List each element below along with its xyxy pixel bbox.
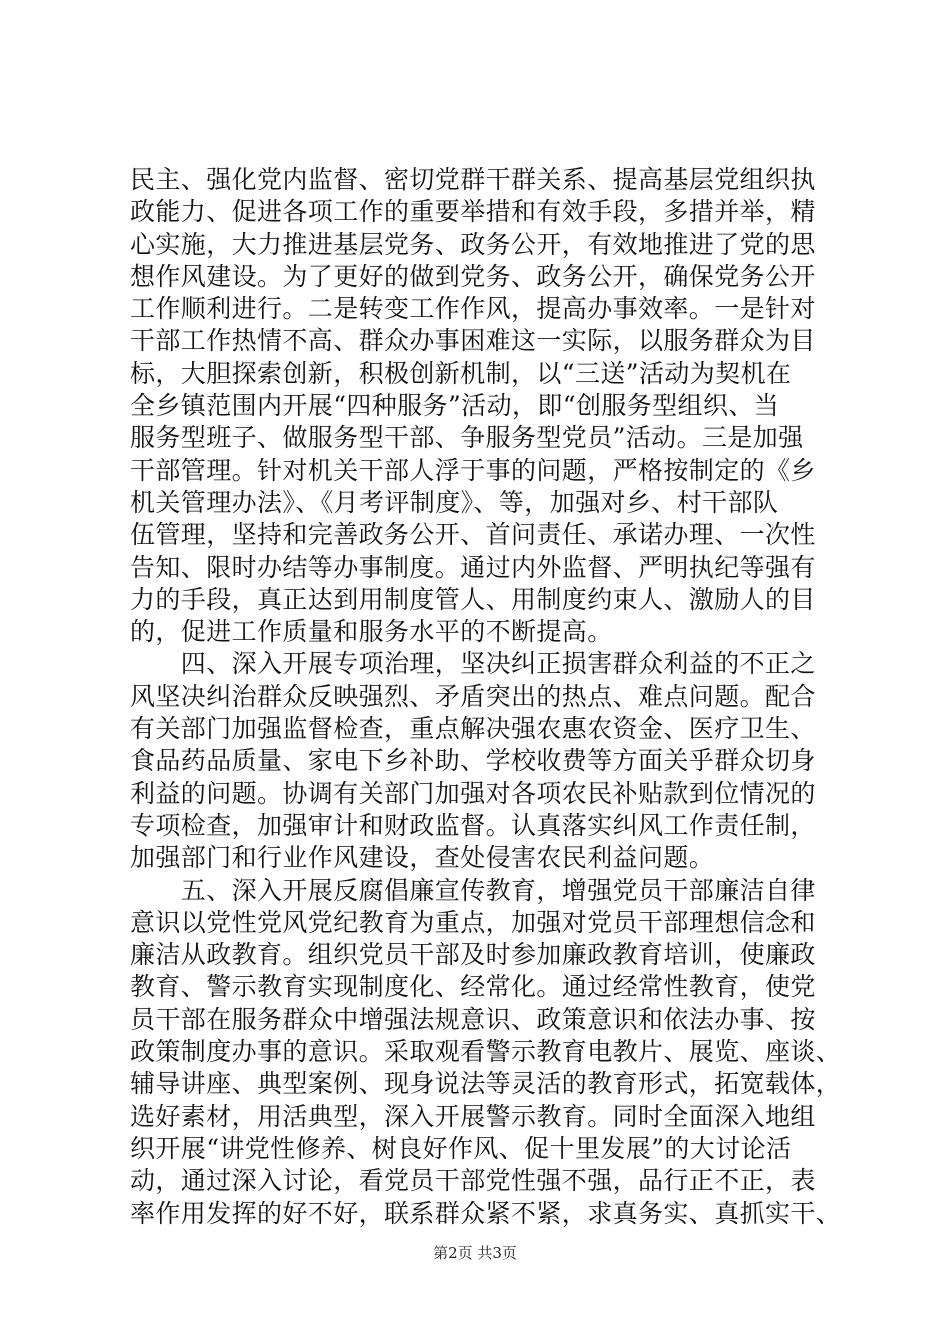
text-line: 标，大胆探索创新，积极创新机制，以“三送”活动为契机在 bbox=[130, 358, 792, 388]
text-line: 廉洁从政教育。组织党员干部及时参加廉政教育培训，使廉政 bbox=[130, 940, 816, 970]
text-line: 员干部在服务群众中增强法规意识、政策意识和依法办事、按 bbox=[130, 1004, 816, 1034]
text-line: 有关部门加强监督检查，重点解决强农惠农资金、医疗卫生、 bbox=[130, 714, 816, 744]
text-line: 机关管理办法》、《月考评制度》、等，加强对乡、村干部队 bbox=[130, 487, 779, 517]
text-line: 告知、限时办结等办事制度。通过内外监督、严明执纪等强有 bbox=[130, 552, 816, 582]
text-line: 利益的问题。协调有关部门加强对各项农民补贴款到位情况的 bbox=[130, 778, 816, 808]
text-line: 选好素材，用活典型，深入开展警示教育。同时全面深入地组 bbox=[130, 1101, 816, 1131]
text-line: 政策制度办事的意识。采取观看警示教育电教片、展览、座谈、 bbox=[130, 1037, 842, 1067]
text-line: 民主、强化党内监督、密切党群干群关系、提高基层党组织执 bbox=[130, 165, 816, 194]
text-line: 干部管理。针对机关干部人浮于事的问题，严格按制定的《乡 bbox=[130, 455, 816, 485]
text-line: 政能力、促进各项工作的重要举措和有效手段，多措并举，精 bbox=[130, 197, 816, 227]
text-line: 力的手段，真正达到用制度管人、用制度约束人、激励人的目 bbox=[130, 584, 816, 614]
text-line: 伍管理，坚持和完善政务公开、首问责任、承诺办理、一次性 bbox=[130, 520, 816, 550]
text-line: 意识以党性党风党纪教育为重点，加强对党员干部理想信念和 bbox=[130, 907, 816, 937]
text-line: 专项检查，加强审计和财政监督。认真落实纠风工作责任制， bbox=[130, 810, 816, 840]
text-line: 食品药品质量、家电下乡补助、学校收费等方面关乎群众切身 bbox=[130, 746, 816, 776]
text-line: 加强部门和行业作风建设，查处侵害农民利益问题。 bbox=[130, 843, 715, 873]
page-footer: 第2页 共3页 bbox=[433, 1244, 517, 1262]
text-line: 率作用发挥的好不好，联系群众紧不紧，求真务实、真抓实干、 bbox=[130, 1198, 842, 1228]
text-line: 心实施，大力推进基层党务、政务公开，有效地推进了党的思 bbox=[130, 229, 816, 259]
text-line: 的，促进工作质量和服务水平的不断提高。 bbox=[130, 617, 613, 647]
text-line: 四、深入开展专项治理，坚决纠正损害群众利益的不正之 bbox=[130, 649, 816, 679]
text-line: 五、深入开展反腐倡廉宣传教育，增强党员干部廉洁自律 bbox=[130, 875, 816, 905]
text-line: 全乡镇范围内开展“四种服务”活动，即“创服务型组织、当 bbox=[130, 391, 780, 421]
text-line: 服务型班子、做服务型干部、争服务型党员”活动。三是加强 bbox=[130, 423, 804, 453]
text-line: 教育、警示教育实现制度化、经常化。通过经常性教育，使党 bbox=[130, 972, 816, 1002]
text-line: 辅导讲座、典型案例、现身说法等灵活的教育形式，拓宽载体， bbox=[130, 1069, 842, 1099]
text-line: 风坚决纠治群众反映强烈、矛盾突出的热点、难点问题。配合 bbox=[130, 681, 816, 711]
text-line: 想作风建设。为了更好的做到党务、政务公开，确保党务公开 bbox=[130, 261, 816, 291]
body-text bbox=[130, 164, 842, 1230]
text-line: 工作顺利进行。二是转变工作作风，提高办事效率。一是针对 bbox=[130, 294, 816, 324]
text-line: 织开展“讲党性修养、树良好作风、促十里发展”的大讨论活 bbox=[130, 1133, 792, 1163]
text-line: 动，通过深入讨论，看党员干部党性强不强，品行正不正，表 bbox=[130, 1166, 816, 1196]
text-line: 干部工作热情不高、群众办事困难这一实际，以服务群众为目 bbox=[130, 326, 816, 356]
